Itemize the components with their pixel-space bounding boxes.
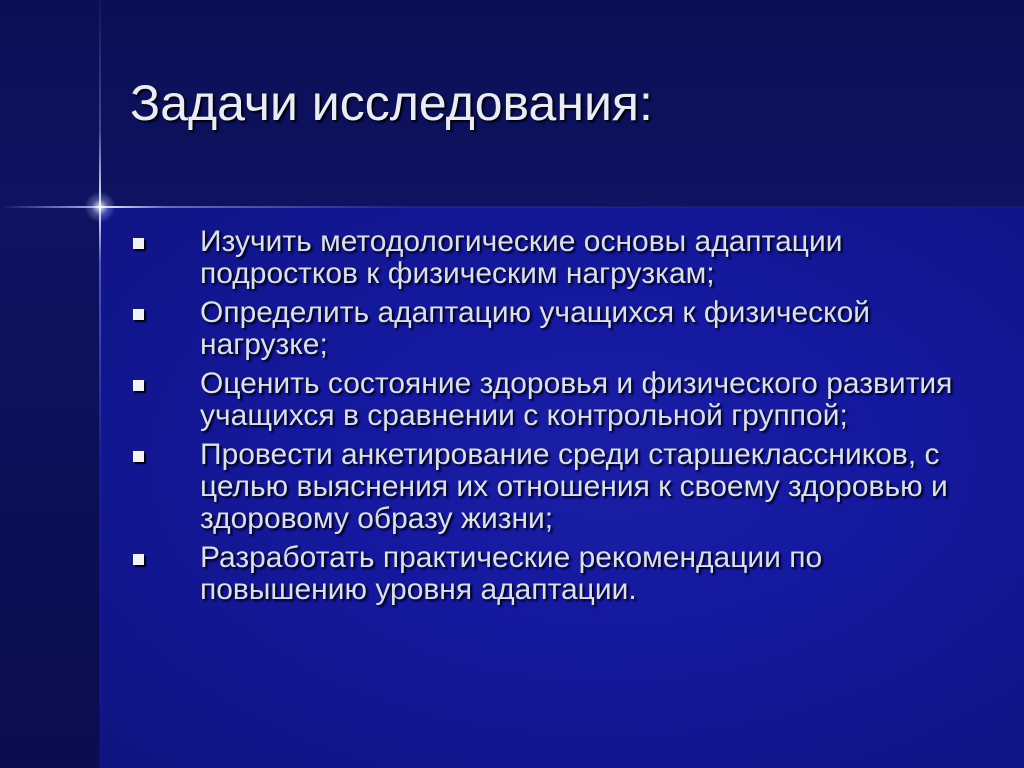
task-list	[130, 226, 990, 613]
task-text: Разработать практические рекомендации по повышению уровня адаптации.	[200, 541, 823, 606]
square-bullet-icon	[133, 309, 144, 320]
task-item	[130, 368, 990, 432]
task-item	[130, 226, 990, 290]
square-bullet-icon	[133, 554, 144, 565]
square-bullet-icon	[133, 451, 144, 462]
task-text: Оценить состояние здоровья и физического развития учащихся в сравнении с контрольной группой;	[200, 367, 953, 432]
square-bullet-icon	[133, 238, 144, 249]
slide-left-band	[0, 207, 100, 768]
task-item	[130, 297, 990, 361]
task-text: Изучить методологические основы адаптации подростков к физическим нагрузкам;	[200, 225, 843, 290]
square-bullet-icon	[133, 380, 144, 391]
slide-title: Задачи исследования:	[130, 75, 653, 131]
sparkle-horizontal-line	[0, 206, 1024, 208]
sparkle-vertical-line	[99, 0, 101, 768]
task-item	[130, 542, 990, 606]
sparkle-star-icon	[84, 191, 116, 223]
task-text: Провести анкетирование среди старшеклассников, с целью выяснения их отношения к своему здоровью и здоровому образу жизни;	[200, 438, 948, 535]
task-item	[130, 439, 990, 535]
task-text: Определить адаптацию учащихся к физической нагрузке;	[200, 296, 871, 361]
